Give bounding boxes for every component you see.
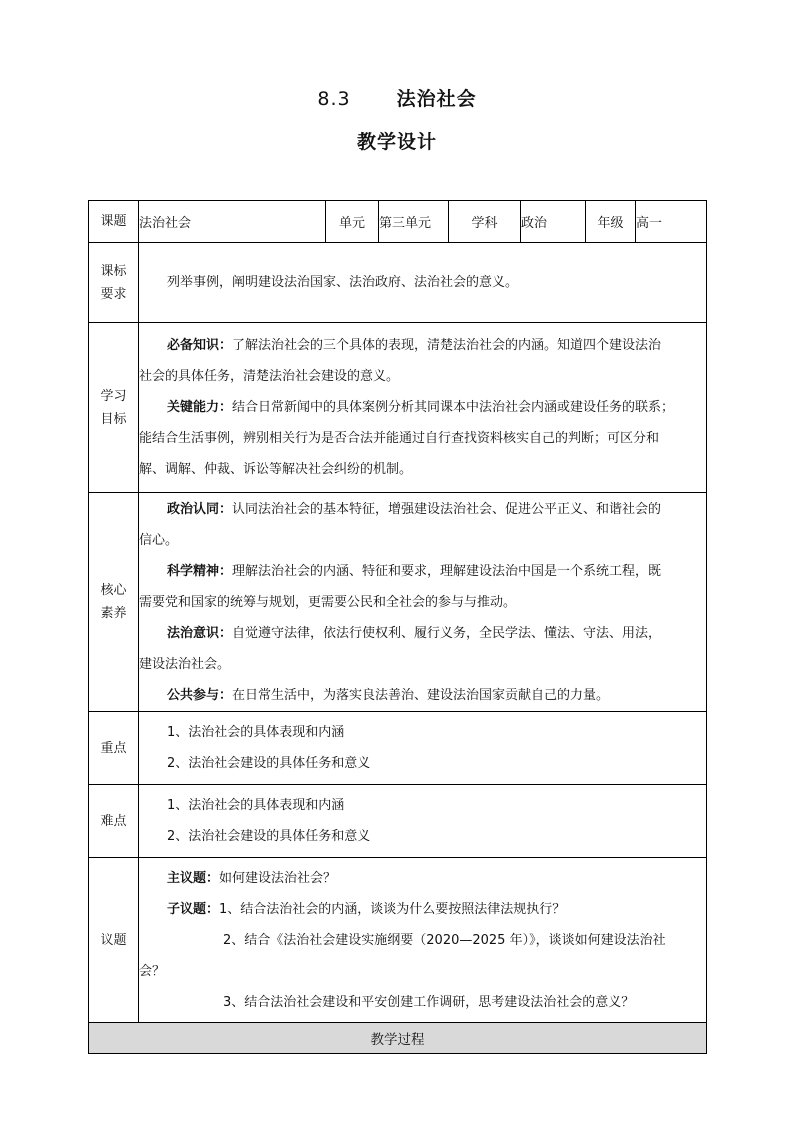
difficulty-item2: 2、法治社会建设的具体任务和意义 xyxy=(167,829,371,844)
law-line1 xyxy=(139,618,706,649)
public-line1 xyxy=(139,680,706,711)
knowledge-title: 必备知识： xyxy=(167,338,233,353)
teaching-process-row xyxy=(89,1023,707,1054)
science-line2: 需要党和国家的统筹与规划，更需要公民和全社会的参与与推动。 xyxy=(139,594,517,610)
literacy-content xyxy=(139,493,707,712)
ability-title: 关键能力： xyxy=(167,400,233,415)
science-title: 科学精神： xyxy=(167,563,233,579)
ability-line2: 能结合生活事例，辨别相关行为是否合法并能通过自行查找资料核实自己的判断；可区分和 xyxy=(139,431,660,446)
sub-topic-2-line2: 会？ xyxy=(139,963,166,979)
standards-label-line2: 要求 xyxy=(100,286,127,302)
key-points-label: 重点 xyxy=(89,712,139,785)
section-title: 法治社会 xyxy=(396,88,477,110)
topics-row xyxy=(89,858,707,1023)
literacy-label-line2: 素养 xyxy=(100,606,127,621)
topics-label: 议题 xyxy=(89,858,139,1023)
subject-value: 政治 xyxy=(521,201,586,243)
unit-label: 单元 xyxy=(326,201,379,243)
unit-value: 第三单元 xyxy=(379,201,449,243)
key-points-row xyxy=(89,712,707,785)
difficulties-row xyxy=(89,785,707,858)
ability-line1 xyxy=(139,392,706,423)
teaching-process-label: 教学过程 xyxy=(89,1023,707,1054)
literacy-label-line1: 核心 xyxy=(100,583,127,598)
course-label: 课题 xyxy=(89,201,139,243)
political-text1: 认同法治社会的基本特征，增强建设法治社会、促进公平正义、和谐社会的 xyxy=(232,501,662,517)
topics-content xyxy=(139,858,707,1023)
sub-topic-line1 xyxy=(139,894,706,925)
sub-topic-title: 子议题： xyxy=(167,901,220,917)
ability-line3: 解、调解、仲裁、诉讼等解决社会纠纷的机制。 xyxy=(139,462,413,477)
document-subtitle: 教学设计 xyxy=(356,131,437,153)
objectives-label-line2: 目标 xyxy=(100,411,127,427)
document-title xyxy=(0,84,794,111)
knowledge-line2: 社会的具体任务，清楚法治社会建设的意义。 xyxy=(139,369,400,384)
law-line2: 建设法治社会。 xyxy=(139,656,231,672)
public-title: 公共参与： xyxy=(167,687,233,703)
objectives-label-line1: 学习 xyxy=(100,388,127,404)
section-number: 8.3 xyxy=(317,88,351,110)
political-title: 政治认同： xyxy=(167,501,233,517)
knowledge-text1: 了解法治社会的三个具体的表现，清楚法治社会的内涵。知道四个建设法治 xyxy=(232,338,662,353)
key-point-item2: 2、法治社会建设的具体任务和意义 xyxy=(167,756,371,771)
standards-row xyxy=(89,243,707,323)
standards-content xyxy=(139,243,707,323)
literacy-row xyxy=(89,493,707,712)
grade-label: 年级 xyxy=(586,201,636,243)
subject-label: 学科 xyxy=(449,201,521,243)
sub-topic-3: 3、结合法治社会建设和平安创建工作调研，思考建设法治社会的意义？ xyxy=(223,994,635,1010)
knowledge-line1 xyxy=(139,330,706,361)
course-value: 法治社会 xyxy=(139,201,326,243)
objectives-label xyxy=(89,323,139,493)
objectives-content xyxy=(139,323,707,493)
standards-label xyxy=(89,243,139,323)
literacy-label xyxy=(89,493,139,712)
main-topic-text: 如何建设法治社会？ xyxy=(219,870,337,886)
science-text1: 理解法治社会的内涵、特征和要求，理解建设法治中国是一个系统工程，既 xyxy=(232,563,662,579)
public-text1: 在日常生活中，为落实良法善治、建设法治国家贡献自己的力量。 xyxy=(232,687,610,703)
info-row xyxy=(89,201,707,243)
difficulties-label: 难点 xyxy=(89,785,139,858)
standards-label-line1: 课标 xyxy=(100,263,127,279)
objectives-row xyxy=(89,323,707,493)
key-points-content xyxy=(139,712,707,785)
standards-text: 列举事例，阐明建设法治国家、法治政府、法治社会的意义。 xyxy=(167,275,519,290)
ability-text1: 结合日常新闻中的具体案例分析其同课本中法治社会内涵或建设任务的联系； xyxy=(232,400,675,415)
political-line1 xyxy=(139,494,706,525)
political-line2: 信心。 xyxy=(139,532,179,548)
key-point-item1: 1、法治社会的具体表现和内涵 xyxy=(167,725,345,740)
sub-topic-1: 1、结合法治社会的内涵，谈谈为什么要按照法律法规执行？ xyxy=(219,901,566,917)
science-line1 xyxy=(139,556,706,587)
grade-value: 高一 xyxy=(636,201,707,243)
law-text1: 自觉遵守法律，依法行使权利、履行义务，全民学法、懂法、守法、用法， xyxy=(232,625,662,641)
main-topic-title: 主议题： xyxy=(167,870,220,886)
difficulty-item1: 1、法治社会的具体表现和内涵 xyxy=(167,798,345,813)
sub-topic-2-line1: 2、结合《法治社会建设实施纲要（2020—2025 年）》，谈谈如何建设法治社 xyxy=(223,932,666,948)
lesson-plan-table xyxy=(88,200,707,1054)
difficulties-content xyxy=(139,785,707,858)
law-title: 法治意识： xyxy=(167,625,233,641)
main-topic-line xyxy=(139,863,706,894)
